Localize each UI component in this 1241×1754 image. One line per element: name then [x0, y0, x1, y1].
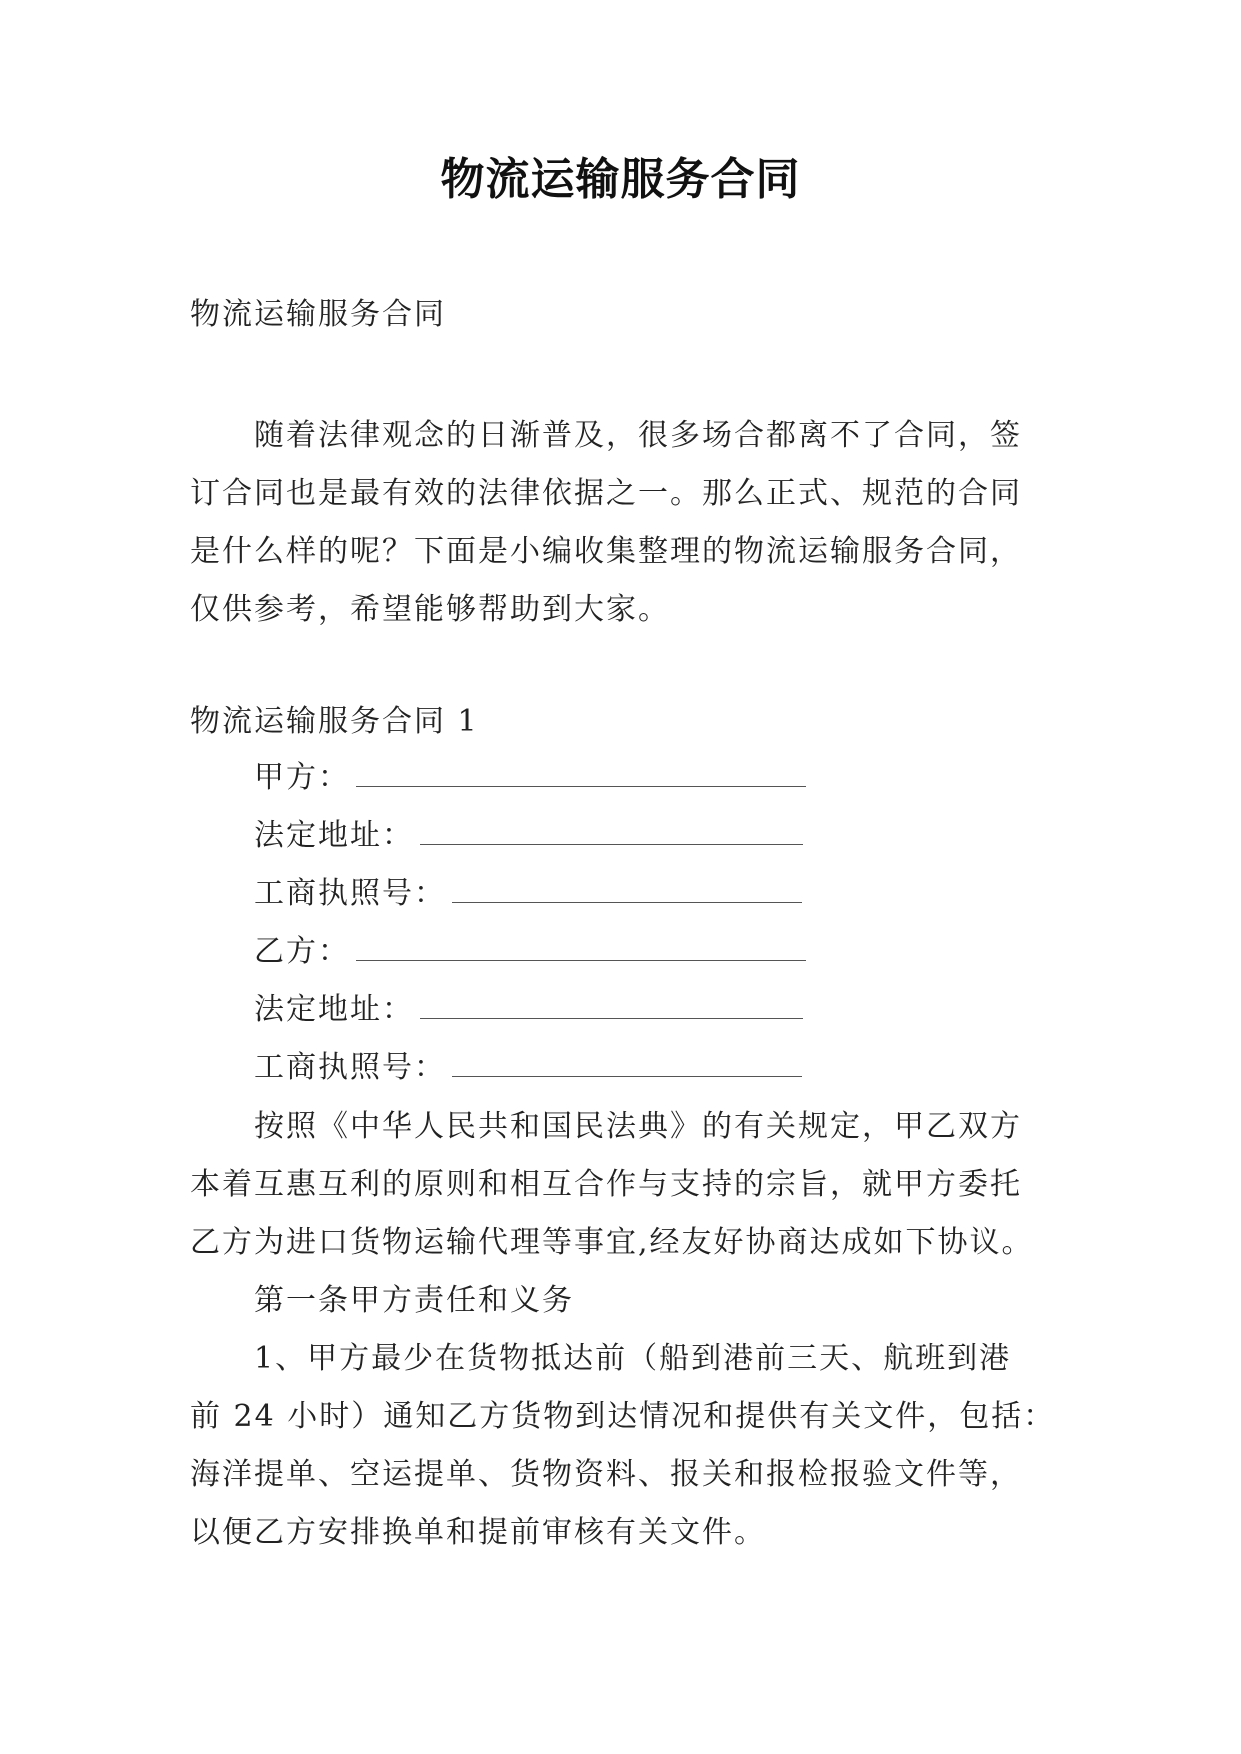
party-a-license-label: 工商执照号：: [254, 876, 446, 911]
party-b-label: 乙方：: [254, 934, 350, 969]
intro-line: 是什么样的呢？下面是小编收集整理的物流运输服务合同，: [190, 534, 1022, 569]
party-a-address-blank: [420, 814, 803, 845]
document-title: 物流运输服务合同: [440, 154, 801, 205]
clause-line: 以便乙方安排换单和提前审核有关文件。: [190, 1515, 766, 1550]
party-a-license-field: [190, 865, 1050, 923]
subtitle-text: 物流运输服务合同: [190, 297, 446, 332]
party-b-blank: [356, 930, 806, 961]
document-subtitle: [190, 286, 1050, 344]
party-b-license-blank: [452, 1046, 802, 1077]
party-a-address-field: [190, 807, 1050, 865]
intro-line: 订合同也是最有效的法律依据之一。那么正式、规范的合同: [190, 476, 1022, 511]
clause-line: 1、甲方最少在货物抵达前（船到港前三天、航班到港: [254, 1341, 1012, 1376]
party-b-license-field: [190, 1039, 1050, 1097]
party-b-address-field: [190, 981, 1050, 1039]
party-b-address-blank: [420, 988, 803, 1019]
contract-body: [190, 1098, 1056, 1562]
preamble-line: 乙方为进口货物运输代理等事宜,经友好协商达成如下协议。: [190, 1225, 1034, 1260]
intro-line: 仅供参考，希望能够帮助到大家。: [190, 592, 670, 627]
preamble-line: 本着互惠互利的原则和相互合作与支持的宗旨，就甲方委托: [190, 1167, 1022, 1202]
party-b-license-label: 工商执照号：: [254, 1050, 446, 1085]
intro-paragraph: [190, 407, 1050, 639]
party-b-field: [190, 923, 1050, 981]
clause-line: 海洋提单、空运提单、货物资料、报关和报检报验文件等，: [190, 1457, 1022, 1492]
clause-line: 前 24 小时）通知乙方货物到达情况和提供有关文件，包括：: [190, 1399, 1056, 1434]
preamble-line: 按照《中华人民共和国民法典》的有关规定，甲乙双方: [254, 1109, 1022, 1144]
article-1-heading: 第一条甲方责任和义务: [254, 1283, 574, 1318]
contract-heading: [190, 693, 1050, 751]
party-b-address-label: 法定地址：: [254, 992, 414, 1027]
intro-line: 随着法律观念的日渐普及，很多场合都离不了合同，签: [254, 418, 1022, 453]
party-fields: [190, 749, 1050, 1097]
party-a-label: 甲方：: [254, 760, 350, 795]
party-a-license-blank: [452, 872, 802, 903]
party-a-blank: [356, 756, 806, 787]
contract-heading-text: 物流运输服务合同 1: [190, 704, 479, 739]
party-a-field: [190, 749, 1050, 807]
party-a-address-label: 法定地址：: [254, 818, 414, 853]
